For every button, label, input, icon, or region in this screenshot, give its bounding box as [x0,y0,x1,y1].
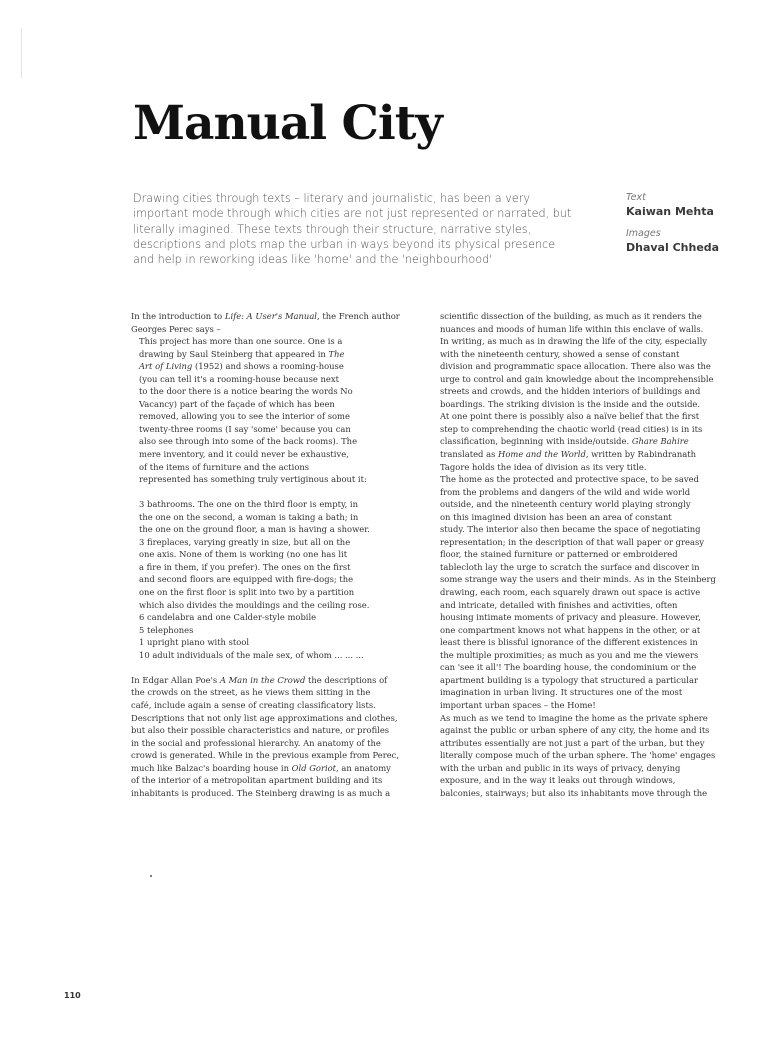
left-intro-paragraph [131,310,421,335]
perec-inventory-list [131,498,421,661]
text-line: can 'see it all'! The boarding house, the condominium or the [440,662,697,673]
text-line: The home as the protected and protective space, to be saved [440,474,699,485]
list-line: one axis. None of them is working (no one has lit [139,549,348,560]
italic-title: Ghare Bahire [631,436,689,447]
list-line: the one on the second, a woman is taking a bath; in [139,511,359,522]
text-line: exposure, and in the way it leaks out through windows, [440,775,676,786]
quote-line: Art of Living (1952) and shows a rooming-house [139,361,344,372]
text-line: In the introduction to Life: A User's Manual, the French author [131,311,400,321]
quote-line: (you can tell it's a rooming-house because next [139,373,339,384]
text-line: but also their possible characteristics and nature, or profiles [131,725,390,736]
list-line: a fire in them, if you prefer). The ones on the first [139,561,351,572]
credit-label-text: Text [626,192,646,203]
list-line: one on the first floor is split into two by a partition [139,587,355,598]
right-column [440,310,740,799]
perec-quote [131,335,421,486]
text-line: crowd is generated. While in the previous example from Perec, [131,750,400,761]
list-line: and second floors are equipped with fire-dogs; the [139,574,354,585]
text-line: classification, beginning with inside/outside. Ghare Bahire [440,436,689,447]
text-line: division and programmatic space allocation. There also was the [440,361,711,372]
text-line: streets and crowds, and the hidden interiors of buildings and [440,386,701,397]
stray-mark [150,875,152,877]
text-line: imagination in urban living. It structures one of the most [440,687,683,698]
credit-label-images: Images [626,228,661,239]
spacer [131,486,421,499]
quote-line: represented has something truly vertiginous about it: [139,474,367,485]
crop-mark [21,28,22,78]
text-line: against the public or urban sphere of any city, the home and its [440,725,710,736]
text-line: Descriptions that not only list age approximations and clothes, [131,712,398,723]
text-line: boardings. The striking division is the inside and the outside. [440,398,701,409]
text-line: balconies, stairways; but also its inhabitants move through the [440,787,708,798]
poe-paragraph [131,674,421,799]
italic-title: Old Goriot [291,762,337,773]
text-line: one compartment knows not what happens in the other, or at [440,624,701,635]
left-column [131,310,421,799]
list-line: 10 adult individuals of the male sex, of whom ... ... ... [139,649,364,660]
text-line: important urban spaces – the Home! [440,699,596,710]
quote-line: This project has more than one source. One is a [139,336,343,347]
text-line: attributes essentially are not just a part of the urban, but they [440,737,705,748]
credit-name-author: Kaiwan Mehta [626,205,714,218]
text-line: step to comprehending the chaotic world (read cities) is in its [440,423,703,434]
quote-line: Vacancy) part of the façade of which has been [139,398,335,409]
text-line: the multiple proximities; as much as you and me the viewers [440,649,699,660]
text-line: representation; in the description of that wall paper or greasy [440,536,705,547]
page-number: 110 [64,991,81,1000]
text-line: from the problems and dangers of the wild and wide world [440,486,691,497]
credit-name-photographer: Dhaval Chheda [626,241,720,254]
text-line: tablecloth lay the urge to scratch the surface and discover in [440,561,700,572]
list-line: 6 candelabra and one Calder-style mobile [139,612,317,623]
text-line: some strange way the users and their minds. As in the Steinberg [440,574,716,585]
list-line: which also divides the mouldings and the ceiling rose. [139,599,370,610]
text-line: In Edgar Allan Poe's A Man in the Crowd the descriptions of [131,674,388,685]
right-body-text [440,310,740,799]
text-line: Georges Perec says – [131,323,221,334]
text-line: As much as we tend to imagine the home as the private sphere [440,712,708,723]
text-line: urge to control and gain knowledge about the incomprehensible [440,373,714,384]
text-line: drawing, each room, each squarely drawn out space is active [440,587,701,598]
quote-line: mere inventory, and it could never be exhaustive, [139,449,349,460]
italic-title: Life: A User's Manual [224,311,317,321]
text-line: café, include again a sense of creating classificatory lists. [131,699,376,710]
text-line: study. The interior also then became the space of negotiating [440,524,701,535]
article-title: Manual City [133,96,442,151]
spacer [131,661,421,674]
list-line: 3 fireplaces, varying greatly in size, but all on the [139,536,351,547]
quote-line: to the door there is a notice bearing the words No [139,386,353,397]
text-line: floor, the stained furniture or patterned or embroidered [440,549,678,560]
italic-title: Art of Living [139,361,193,372]
text-line: least there is blissful ignorance of the different existences in [440,637,698,648]
text-line: outside, and the nineteenth century world playing strongly [440,499,691,510]
text-line: the crowds on the street, as he views them sitting in the [131,687,371,698]
text-line: of the interior of a metropolitan apartment building and its [131,775,383,786]
quote-line: removed, allowing you to see the interior of some [139,411,350,422]
text-line: At one point there is possibly also a naïve belief that the first [440,411,700,422]
article-credits [626,191,719,263]
quote-line: twenty-three rooms (I say 'some' because you can [139,423,351,434]
italic-title: The [328,348,345,359]
text-line: literally compose much of the urban sphere. The 'home' engages [440,750,716,761]
text-line: much like Balzac's boarding house in Old Goriot, an anatomy [131,762,391,773]
text-line: housing intimate moments of privacy and pleasure. However, [440,612,701,623]
italic-title: A Man in the Crowd [219,674,306,685]
text-line: with the urban and public in its ways of privacy, denying [440,762,681,773]
text-line: inhabitants is produced. The Steinberg drawing is as much a [131,787,391,798]
text-line: apartment building is a typology that structured a particular [440,674,698,685]
quote-line: drawing by Saul Steinberg that appeared in The [139,348,345,359]
text-line: translated as Home and the World, written by Rabindranath [440,449,696,460]
text-line: on this imagined division has been an area of constant [440,511,672,522]
list-line: 1 upright piano with stool [139,637,250,648]
text-line: in the social and professional hierarchy. An anatomy of the [131,737,381,748]
text-line: Tagore holds the idea of division as its very title. [440,461,647,472]
quote-line: of the items of furniture and the actions [139,461,310,472]
text-line: with the nineteenth century, showed a sense of constant [440,348,680,359]
list-line: 3 bathrooms. The one on the third floor is empty, in [139,499,358,510]
text-line: scientific dissection of the building, as much as it renders the [440,311,702,321]
italic-title: Home and the World [498,449,586,460]
list-line: the one on the ground floor, a man is having a shower. [139,524,370,535]
text-line: In writing, as much as in drawing the life of the city, especially [440,336,708,347]
quote-line: also see through into some of the back rooms). The [139,436,358,447]
text-line: nuances and moods of human life within this enclave of walls. [440,323,704,334]
article-standfirst: Drawing cities through texts – literary and journalistic, has been a very important mode through which cities are not just represented or narrated, but literally imagined. These texts through their structure, narrative styles, descriptions and plots map the urban in ways beyond its physical presence and help in reworking ideas like 'home' and the 'neighbourhood' [133,192,572,267]
text-line: and intricate, detailed with finishes and activities, often [440,599,678,610]
list-line: 5 telephones [139,624,194,635]
